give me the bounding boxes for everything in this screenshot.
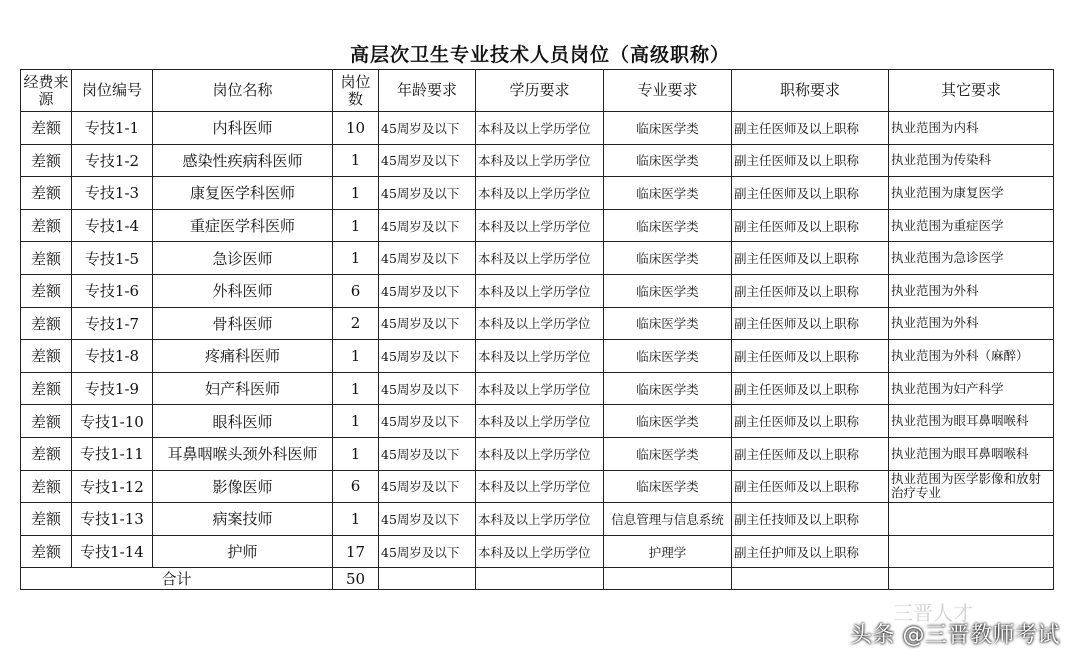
header-professional-title: 职称要求: [732, 70, 889, 112]
cell-count: 1: [333, 503, 379, 536]
table-row: [21, 144, 1054, 177]
table-row: [21, 437, 1054, 470]
cell-source: 差额: [21, 307, 72, 340]
cell-major: 护理学: [604, 535, 732, 568]
cell-professional-title: 副主任医师及以上职称: [732, 405, 889, 438]
cell-major: 临床医学类: [604, 372, 732, 405]
cell-other: 执业范围为重症医学: [889, 209, 1054, 242]
table-row: [21, 340, 1054, 373]
cell-position-name: 耳鼻咽喉头颈外科医师: [153, 437, 333, 470]
total-label: 合计: [21, 568, 333, 590]
table-row: [21, 274, 1054, 307]
cell-code: 专技1-11: [72, 437, 153, 470]
cell-major: 临床医学类: [604, 144, 732, 177]
empty-cell: [732, 568, 889, 590]
cell-major: 临床医学类: [604, 437, 732, 470]
cell-age: 45周岁及以下: [379, 144, 476, 177]
cell-professional-title: 副主任医师及以上职称: [732, 209, 889, 242]
cell-age: 45周岁及以下: [379, 209, 476, 242]
cell-other: 执业范围为内科: [889, 112, 1054, 145]
cell-source: 差额: [21, 470, 72, 503]
cell-count: 10: [333, 112, 379, 145]
cell-code: 专技1-10: [72, 405, 153, 438]
cell-age: 45周岁及以下: [379, 437, 476, 470]
cell-professional-title: 副主任医师及以上职称: [732, 274, 889, 307]
cell-position-name: 急诊医师: [153, 242, 333, 275]
cell-code: 专技1-5: [72, 242, 153, 275]
cell-professional-title: 副主任医师及以上职称: [732, 242, 889, 275]
cell-position-name: 影像医师: [153, 470, 333, 503]
empty-cell: [889, 568, 1054, 590]
cell-age: 45周岁及以下: [379, 307, 476, 340]
table-row: [21, 209, 1054, 242]
table-row: [21, 242, 1054, 275]
empty-cell: [379, 568, 476, 590]
cell-position-name: 骨科医师: [153, 307, 333, 340]
table-row: [21, 470, 1054, 503]
cell-major: 临床医学类: [604, 177, 732, 210]
source-watermark: 头条 @三晋教师考试: [850, 623, 1060, 648]
cell-count: 1: [333, 144, 379, 177]
table-row: [21, 535, 1054, 568]
cell-education: 本科及以上学历学位: [476, 274, 604, 307]
cell-other: 执业范围为传染科: [889, 144, 1054, 177]
cell-major: 临床医学类: [604, 274, 732, 307]
cell-code: 专技1-6: [72, 274, 153, 307]
cell-education: 本科及以上学历学位: [476, 112, 604, 145]
cell-code: 专技1-2: [72, 144, 153, 177]
cell-position-name: 重症医学科医师: [153, 209, 333, 242]
empty-cell: [604, 568, 732, 590]
header-major: 专业要求: [604, 70, 732, 112]
header-code: 岗位编号: [72, 70, 153, 112]
cell-major: 临床医学类: [604, 242, 732, 275]
cell-age: 45周岁及以下: [379, 405, 476, 438]
cell-other: 执业范围为康复医学: [889, 177, 1054, 210]
header-source: 经费来源: [21, 70, 72, 112]
cell-source: 差额: [21, 177, 72, 210]
cell-code: 专技1-12: [72, 470, 153, 503]
cell-source: 差额: [21, 340, 72, 373]
cell-other: [889, 503, 1054, 536]
cell-major: 临床医学类: [604, 209, 732, 242]
cell-age: 45周岁及以下: [379, 503, 476, 536]
cell-code: 专技1-7: [72, 307, 153, 340]
cell-age: 45周岁及以下: [379, 242, 476, 275]
cell-professional-title: 副主任医师及以上职称: [732, 340, 889, 373]
header-name: 岗位名称: [153, 70, 333, 112]
cell-education: 本科及以上学历学位: [476, 144, 604, 177]
cell-education: 本科及以上学历学位: [476, 177, 604, 210]
cell-age: 45周岁及以下: [379, 340, 476, 373]
cell-professional-title: 副主任医师及以上职称: [732, 112, 889, 145]
cell-count: 17: [333, 535, 379, 568]
table-row: [21, 405, 1054, 438]
cell-count: 1: [333, 437, 379, 470]
cell-code: 专技1-14: [72, 535, 153, 568]
cell-education: 本科及以上学历学位: [476, 242, 604, 275]
table-row: [21, 112, 1054, 145]
cell-education: 本科及以上学历学位: [476, 437, 604, 470]
cell-position-name: 疼痛科医师: [153, 340, 333, 373]
cell-source: 差额: [21, 112, 72, 145]
cell-other: 执业范围为急诊医学: [889, 242, 1054, 275]
total-count: 50: [333, 568, 379, 590]
cell-age: 45周岁及以下: [379, 372, 476, 405]
cell-count: 6: [333, 274, 379, 307]
cell-age: 45周岁及以下: [379, 470, 476, 503]
page-title: 高层次卫生专业技术人员岗位（高级职称）: [349, 44, 730, 66]
cell-professional-title: 副主任医师及以上职称: [732, 437, 889, 470]
header-age: 年龄要求: [379, 70, 476, 112]
cell-professional-title: 副主任医师及以上职称: [732, 372, 889, 405]
cell-position-name: 眼科医师: [153, 405, 333, 438]
table-row: [21, 307, 1054, 340]
cell-major: 信息管理与信息系统: [604, 503, 732, 536]
cell-source: 差额: [21, 242, 72, 275]
cell-source: 差额: [21, 437, 72, 470]
cell-other: 执业范围为眼耳鼻咽喉科: [889, 405, 1054, 438]
cell-count: 1: [333, 372, 379, 405]
cell-count: 1: [333, 242, 379, 275]
cell-professional-title: 副主任医师及以上职称: [732, 470, 889, 503]
cell-other: 执业范围为妇产科学: [889, 372, 1054, 405]
total-row: [21, 568, 1054, 590]
cell-age: 45周岁及以下: [379, 274, 476, 307]
cell-count: 6: [333, 470, 379, 503]
cell-code: 专技1-3: [72, 177, 153, 210]
cell-education: 本科及以上学历学位: [476, 372, 604, 405]
cell-major: 临床医学类: [604, 470, 732, 503]
cell-position-name: 病案技师: [153, 503, 333, 536]
cell-count: 1: [333, 209, 379, 242]
positions-table: [20, 69, 1054, 590]
table-row: [21, 372, 1054, 405]
cell-age: 45周岁及以下: [379, 535, 476, 568]
cell-position-name: 护师: [153, 535, 333, 568]
cell-major: 临床医学类: [604, 112, 732, 145]
cell-position-name: 内科医师: [153, 112, 333, 145]
cell-source: 差额: [21, 209, 72, 242]
cell-major: 临床医学类: [604, 405, 732, 438]
cell-education: 本科及以上学历学位: [476, 535, 604, 568]
cell-education: 本科及以上学历学位: [476, 405, 604, 438]
cell-count: 1: [333, 340, 379, 373]
cell-other: 执业范围为外科（麻醉）: [889, 340, 1054, 373]
cell-education: 本科及以上学历学位: [476, 209, 604, 242]
cell-education: 本科及以上学历学位: [476, 307, 604, 340]
cell-source: 差额: [21, 405, 72, 438]
table-header-row: [21, 70, 1054, 112]
cell-age: 45周岁及以下: [379, 112, 476, 145]
cell-position-name: 感染性疾病科医师: [153, 144, 333, 177]
cell-professional-title: 副主任医师及以上职称: [732, 144, 889, 177]
cell-code: 专技1-9: [72, 372, 153, 405]
cell-other: 执业范围为外科: [889, 307, 1054, 340]
cell-source: 差额: [21, 503, 72, 536]
cell-education: 本科及以上学历学位: [476, 503, 604, 536]
cell-count: 2: [333, 307, 379, 340]
cell-source: 差额: [21, 144, 72, 177]
cell-code: 专技1-13: [72, 503, 153, 536]
cell-age: 45周岁及以下: [379, 177, 476, 210]
cell-other: 执业范围为医学影像和放射治疗专业: [889, 470, 1054, 503]
cell-position-name: 外科医师: [153, 274, 333, 307]
cell-professional-title: 副主任医师及以上职称: [732, 307, 889, 340]
cell-education: 本科及以上学历学位: [476, 340, 604, 373]
cell-source: 差额: [21, 535, 72, 568]
table-row: [21, 503, 1054, 536]
cell-count: 1: [333, 177, 379, 210]
cell-other: 执业范围为眼耳鼻咽喉科: [889, 437, 1054, 470]
cell-count: 1: [333, 405, 379, 438]
table-row: [21, 177, 1054, 210]
cell-code: 专技1-4: [72, 209, 153, 242]
cell-source: 差额: [21, 274, 72, 307]
cell-education: 本科及以上学历学位: [476, 470, 604, 503]
cell-professional-title: 副主任护师及以上职称: [732, 535, 889, 568]
cell-code: 专技1-1: [72, 112, 153, 145]
cell-professional-title: 副主任医师及以上职称: [732, 177, 889, 210]
faint-logo-watermark: 三晋人才: [893, 601, 973, 625]
header-education: 学历要求: [476, 70, 604, 112]
cell-code: 专技1-8: [72, 340, 153, 373]
cell-major: 临床医学类: [604, 340, 732, 373]
empty-cell: [476, 568, 604, 590]
cell-major: 临床医学类: [604, 307, 732, 340]
cell-other: 执业范围为外科: [889, 274, 1054, 307]
header-other: 其它要求: [889, 70, 1054, 112]
cell-professional-title: 副主任技师及以上职称: [732, 503, 889, 536]
header-count: 岗位数: [333, 70, 379, 112]
cell-position-name: 康复医学科医师: [153, 177, 333, 210]
cell-other: [889, 535, 1054, 568]
cell-source: 差额: [21, 372, 72, 405]
cell-position-name: 妇产科医师: [153, 372, 333, 405]
